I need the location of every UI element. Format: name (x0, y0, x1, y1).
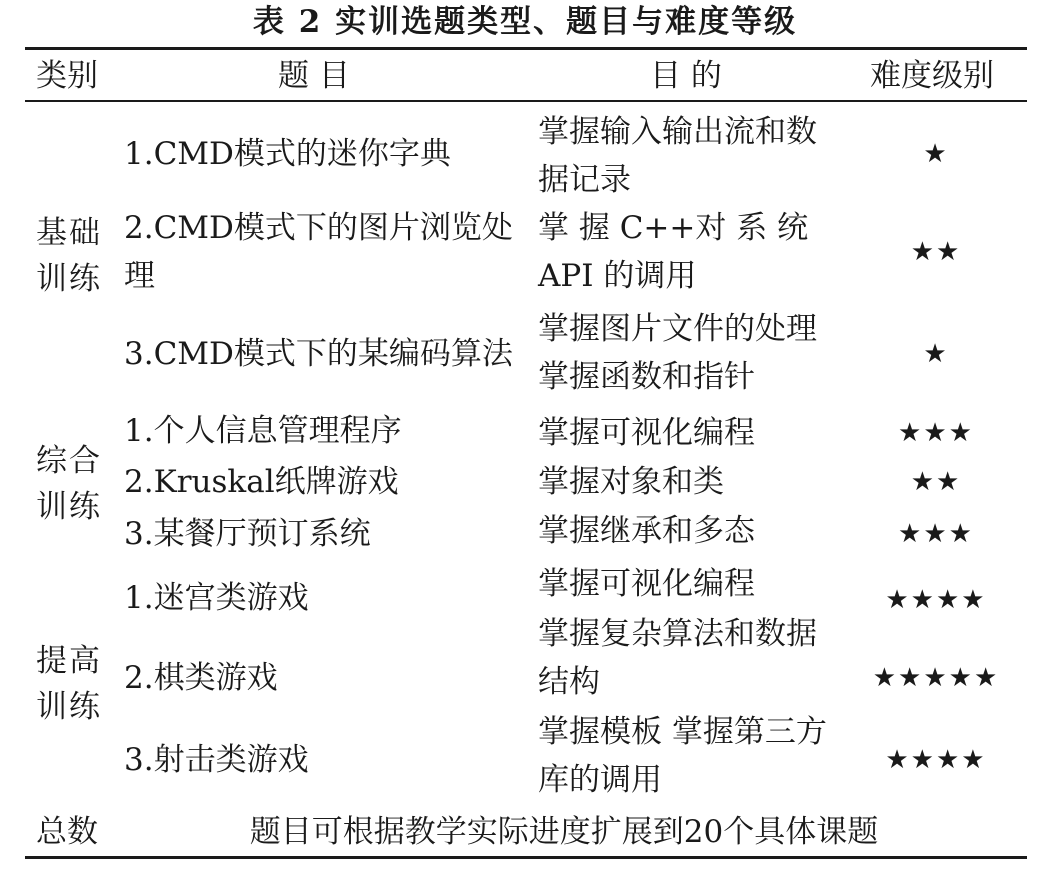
header-goal: 目 的 (650, 58, 722, 94)
goal-integrated-3: 掌握继承和多态 (538, 513, 755, 549)
stars-integrated-2: ★★ (910, 467, 962, 497)
bottom-rule (25, 856, 1027, 859)
goal-basic-2: 掌 握 C++对 系 统 API 的调用 (538, 210, 809, 294)
stars-basic-3: ★ (923, 339, 949, 369)
category-integrated: 综合训练 (36, 443, 102, 525)
goal-integrated-2: 掌握对象和类 (538, 464, 724, 500)
goal-basic-3: 掌握图片文件的处理 掌握函数和指针 (538, 311, 817, 395)
goal-integrated-1: 掌握可视化编程 (538, 415, 755, 451)
category-basic: 基础训练 (36, 215, 102, 297)
topic-basic-1: 1.CMD模式的迷你字典 (124, 136, 451, 172)
header-difficulty: 难度级别 (870, 58, 994, 94)
category-advanced: 提高训练 (36, 643, 102, 725)
total-text: 题目可根据教学实际进度扩展到20个具体课题 (249, 814, 879, 850)
top-rule (25, 47, 1027, 50)
stars-advanced-3: ★★★★ (885, 745, 987, 775)
goal-basic-1: 掌握输入输出流和数据记录 (538, 114, 817, 198)
topic-integrated-2: 2.Kruskal纸牌游戏 (124, 464, 399, 500)
goal-advanced-3: 掌握模板 掌握第三方库的调用 (538, 714, 827, 798)
topic-integrated-3: 3.某餐厅预订系统 (124, 516, 371, 552)
topic-advanced-2: 2.棋类游戏 (124, 660, 278, 696)
stars-basic-1: ★ (923, 139, 949, 169)
header-rule (25, 100, 1027, 102)
total-label: 总数 (36, 814, 98, 850)
topic-integrated-1: 1.个人信息管理程序 (124, 413, 402, 449)
topic-basic-3: 3.CMD模式下的某编码算法 (124, 336, 513, 372)
stars-integrated-3: ★★★ (898, 519, 974, 549)
stars-advanced-1: ★★★★ (885, 585, 987, 615)
header-category: 类别 (36, 58, 98, 94)
goal-advanced-1: 掌握可视化编程 (538, 566, 755, 602)
stars-advanced-2: ★★★★★ (872, 663, 1000, 693)
topic-advanced-3: 3.射击类游戏 (124, 742, 309, 778)
topic-basic-2-line2: 理 (124, 258, 155, 294)
goal-advanced-2: 掌握复杂算法和数据结构 (538, 616, 817, 700)
topic-basic-2-line1: 2.CMD模式下的图片浏览处 (124, 210, 513, 246)
stars-basic-2: ★★ (910, 237, 962, 267)
header-topic: 题 目 (278, 58, 350, 94)
stars-integrated-1: ★★★ (898, 418, 974, 448)
topic-advanced-1: 1.迷宫类游戏 (124, 580, 309, 616)
table-title: 表 2 实训选题类型、题目与难度等级 (252, 4, 798, 40)
